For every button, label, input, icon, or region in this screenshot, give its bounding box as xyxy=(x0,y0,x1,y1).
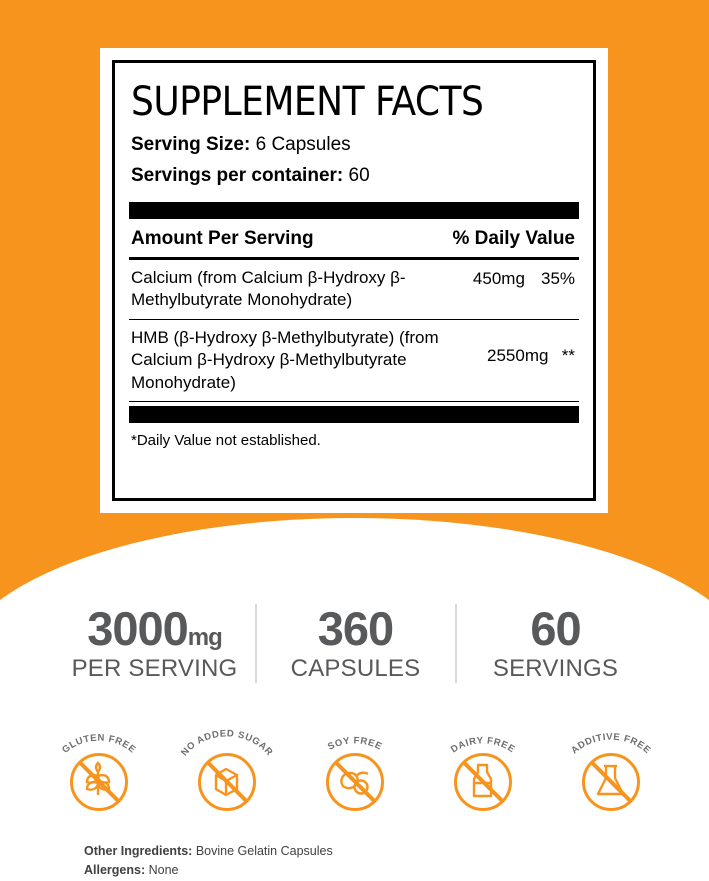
nutrient-name: Calcium (from Calcium β-Hydroxy β-Methylbutyrate Monohydrate) xyxy=(131,268,406,310)
badge-dairy-free xyxy=(431,725,535,825)
badge-soy-free xyxy=(303,725,407,825)
nutrient-amount: 450mg xyxy=(472,269,525,288)
amount-per-serving-header: Amount Per Serving xyxy=(131,228,314,249)
allergens-line xyxy=(84,861,333,880)
svg-text:SOY FREE xyxy=(326,735,384,752)
allergens-value: None xyxy=(148,863,179,878)
other-ingredients-line xyxy=(84,842,333,861)
badge-label: NO ADDED SUGAR xyxy=(178,728,275,759)
panel-title: SUPPLEMENT FACTS xyxy=(131,79,484,125)
stat-per-serving xyxy=(55,604,255,683)
stat-number xyxy=(463,604,649,653)
stat-value: 360 xyxy=(317,602,394,655)
stat-unit: mg xyxy=(187,624,222,651)
supplement-facts-border xyxy=(112,60,596,501)
panel-footnote: *Daily Value not established. xyxy=(131,432,321,450)
stat-servings xyxy=(455,604,655,683)
other-ingredients-value: Bovine Gelatin Capsules xyxy=(195,844,333,858)
badge-label: SOY FREE xyxy=(325,735,384,753)
panel-divider-thick-top xyxy=(129,202,579,219)
stat-value: 3000 xyxy=(87,602,188,655)
badge-additive-free xyxy=(559,725,663,825)
stats-row xyxy=(0,604,709,683)
badge-gluten-free xyxy=(47,725,151,825)
stat-capsules xyxy=(255,604,455,683)
badge-label: ADDITIVE FREE xyxy=(568,731,653,757)
stat-label: SERVINGS xyxy=(492,655,619,683)
badge-label: DAIRY FREE xyxy=(448,735,517,756)
serving-size-line xyxy=(131,131,579,160)
servings-per-container-label: Servings per container: xyxy=(131,164,344,186)
banner-curve xyxy=(0,518,709,600)
nutrient-daily-value: ** xyxy=(561,345,575,365)
stat-label: CAPSULES xyxy=(290,655,421,683)
panel-column-headers xyxy=(129,219,579,260)
serving-size-value: 6 Capsules xyxy=(255,134,351,155)
table-row xyxy=(129,260,579,320)
stat-label: PER SERVING xyxy=(71,655,238,683)
badge-label: GLUTEN FREE xyxy=(59,732,138,756)
footer-text xyxy=(84,842,333,881)
badge-no-added-sugar xyxy=(175,725,279,825)
other-ingredients-label: Other Ingredients: xyxy=(84,844,193,858)
certification-badges xyxy=(0,725,709,825)
stat-value: 60 xyxy=(530,602,581,655)
serving-size-label: Serving Size: xyxy=(131,134,251,155)
nutrient-daily-value: 35% xyxy=(540,269,576,288)
supplement-facts-panel xyxy=(100,48,608,513)
daily-value-header: % Daily Value xyxy=(452,228,575,249)
nutrient-amount: 2550mg xyxy=(487,345,549,365)
servings-per-container-value: 60 xyxy=(348,164,370,186)
allergens-label: Allergens: xyxy=(84,863,146,878)
table-row xyxy=(129,320,579,402)
nutrient-name: HMB (β-Hydroxy β-Methylbutyrate) (from Calcium β-Hydroxy β-Methylbutyrate Monohydrate) xyxy=(131,327,439,392)
stat-number xyxy=(61,604,249,653)
panel-divider-thick-bottom xyxy=(129,406,579,423)
stat-number xyxy=(263,604,449,653)
servings-per-container-line xyxy=(131,162,579,191)
